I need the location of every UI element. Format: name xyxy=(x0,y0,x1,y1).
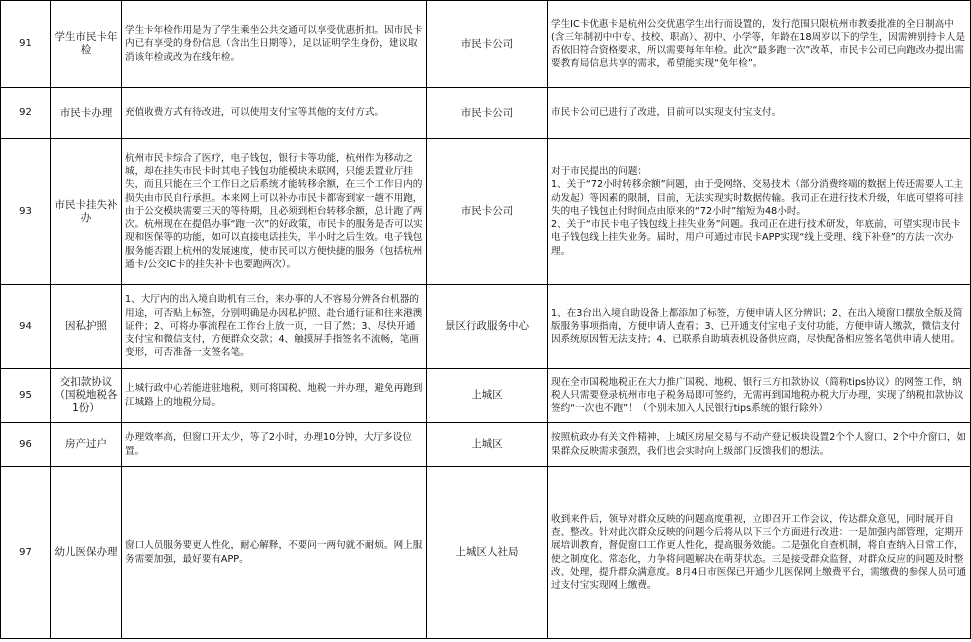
department: 市民卡公司 xyxy=(427,1,548,88)
row-number: 92 xyxy=(1,88,51,139)
problem-text: 上城行政中心若能进驻地税，则可将国税、地税一并办理，避免再跑到江城路上的地税分局。 xyxy=(122,369,427,423)
table-row xyxy=(1,423,971,467)
department: 上城区人社局 xyxy=(427,467,548,639)
reply-text: 收到来件后，领导对群众反映的问题高度重视，立即召开工作会议，传达群众意见，同时展开自查、整改。针对此次群众反映的问题今后将从以下三个方面进行改进：一是加强内部管理，定期开展培训教育，督促窗口工作更人性化，提高服务效能。二是强化自查机制，将自查纳入日常工作，使之制度化、常态化，力争将问题解决在萌芽状态。三是接受群众监督，对群众反应的问题及时整改、处理，提升群众满意度。8月4日市医保已开通少儿医保网上缴费平台，需缴费的参保人员可通过支付宝实现网上缴费。 xyxy=(548,467,971,639)
table-row xyxy=(1,1,971,88)
reply-text: 按照杭政办有关文件精神，上城区房屋交易与不动产登记板块设置2个个人窗口、2个中介窗口，如果群众反映需求强烈，我们也会实时向上级部门反馈我们的想法。 xyxy=(548,423,971,467)
problem-text: 1、大厅内的出入境自助机有三台，来办事的人不容易分辨各台机器的用途，可否贴上标签，分别明确是办因私护照、赴台通行证和往来港澳证件；2、可将办事流程在工作台上放一页，一目了然；3、尽快开通支付宝和微信支付，方便群众交款；4、触摸屏手指签名不流畅，笔画变形，可否准备一支签名笔。 xyxy=(122,285,427,369)
row-number: 97 xyxy=(1,467,51,639)
row-number: 91 xyxy=(1,1,51,88)
problem-text: 办理效率高，但窗口开太少，等了2小时，办理10分钟，大厅多设位置。 xyxy=(122,423,427,467)
problem-text: 学生卡年检作用是为了学生乘坐公共交通可以享受优惠折扣。因市民卡内已有享受的身份信息（含出生日期等），足以证明学生身份，建议取消该年检或改为在线年检。 xyxy=(122,1,427,88)
row-number: 96 xyxy=(1,423,51,467)
department: 市民卡公司 xyxy=(427,88,548,139)
department: 上城区 xyxy=(427,369,548,423)
matter-name: 房产过户 xyxy=(51,423,122,467)
matter-name: 市民卡办理 xyxy=(51,88,122,139)
problem-text: 杭州市民卡综合了医疗，电子钱包，银行卡等功能，杭州作为移动之城，却在挂失市民卡时其电子钱包功能模块未联网，只能丢置业厅挂失，而且只能在三个工作日之后系统才能转移余额，在三个工作日内的损失由市民自行承担。本来网上可以补办市民卡都寄到家一趟不用跑，由于公交模块需要三天的等待期，且必须到柜台转移余额，总计跑了两次。杭州现在在提倡办事“跑一次”的好政策，市民卡的服务是否可以实现和医保等的功能，如可以直接电话挂失，半小时之后生效。电子钱包服务能否跟上杭州的发展速度，使市民可以方便快捷的服务（包括杭州通卡/公交IC卡的挂失补卡也要跑两次）。 xyxy=(122,139,427,285)
table-row xyxy=(1,369,971,423)
reply-text: 1、在3台出入境自助设备上都添加了标签，方便申请人区分辨识；2、在出入境窗口摆放全版及简版服务事项指南，方便申请人查看；3、已开通支付宝电子支付功能，方便申请人缴款，微信支付因系统原因暂无法支持；4、已联系自助填表机设备供应商，尽快配备相应签名笔供申请人使用。 xyxy=(548,285,971,369)
reply-text: 学生IC卡优惠卡是杭州公交优惠学生出行而设置的，发行范围只限杭州市教委批准的全日制高中(含三年制初中中专、技校、职高）、初中、小学等，年龄在18周岁以下的学生，因需辨别持卡人是否依旧符合资格要求，所以需要每年年检。此次“最多跑一次”改革，市民卡公司已向跑改办提出需要教育局信息共享的需求，希望能实现“免年检”。 xyxy=(548,1,971,88)
matter-name: 市民卡挂失补办 xyxy=(51,139,122,285)
table-row xyxy=(1,88,971,139)
problem-text: 窗口人员服务要更人性化，耐心解释，不要问一两句就不耐烦。网上服务需要加强，最好要有APP。 xyxy=(122,467,427,639)
department: 市民卡公司 xyxy=(427,139,548,285)
matter-name: 因私护照 xyxy=(51,285,122,369)
table-row xyxy=(1,467,971,639)
matter-name: 学生市民卡年检 xyxy=(51,1,122,88)
reply-text: 现在全市国税地税正在大力推广国税、地税、银行三方扣款协议（简称tips协议）的网签工作，纳税人只需要登录杭州市电子税务局即可签约，无需再到国地税办税大厅办理，实现了纳税扣款协议签约“一次也不跑”！（个别未加入人民银行tips系统的银行除外） xyxy=(548,369,971,423)
row-number: 94 xyxy=(1,285,51,369)
problem-text: 充值收费方式有待改进，可以使用支付宝等其他的支付方式。 xyxy=(122,88,427,139)
row-number: 93 xyxy=(1,139,51,285)
table-row xyxy=(1,139,971,285)
row-number: 95 xyxy=(1,369,51,423)
reply-text: 对于市民提出的问题： 1、关于“72小时转移余额”问题，由于受网络、交易技术（部分消费终端的数据上传还需要人工主动发起）等因素的限制，目前，无法实现实时数据传输。我司正在进行技术升级，年底可望将可挂失的电子钱包止付时间点由原来的“72小时”缩短为48小时。 2、关于“市民卡电子钱包线上挂失业务”问题。我司正在进行技术研发，年底前，可望实现市民卡电子钱包线上挂失业务。届时，用户可通过市民卡APP实现“线上受理、线下补登”的方法一次办理。 xyxy=(548,139,971,285)
table-row xyxy=(1,285,971,369)
department: 景区行政服务中心 xyxy=(427,285,548,369)
department: 上城区 xyxy=(427,423,548,467)
reply-text: 市民卡公司已进行了改进，目前可以实现支付宝支付。 xyxy=(548,88,971,139)
matter-name: 幼儿医保办理 xyxy=(51,467,122,639)
matter-name: 交扣款协议（国税地税各1份） xyxy=(51,369,122,423)
